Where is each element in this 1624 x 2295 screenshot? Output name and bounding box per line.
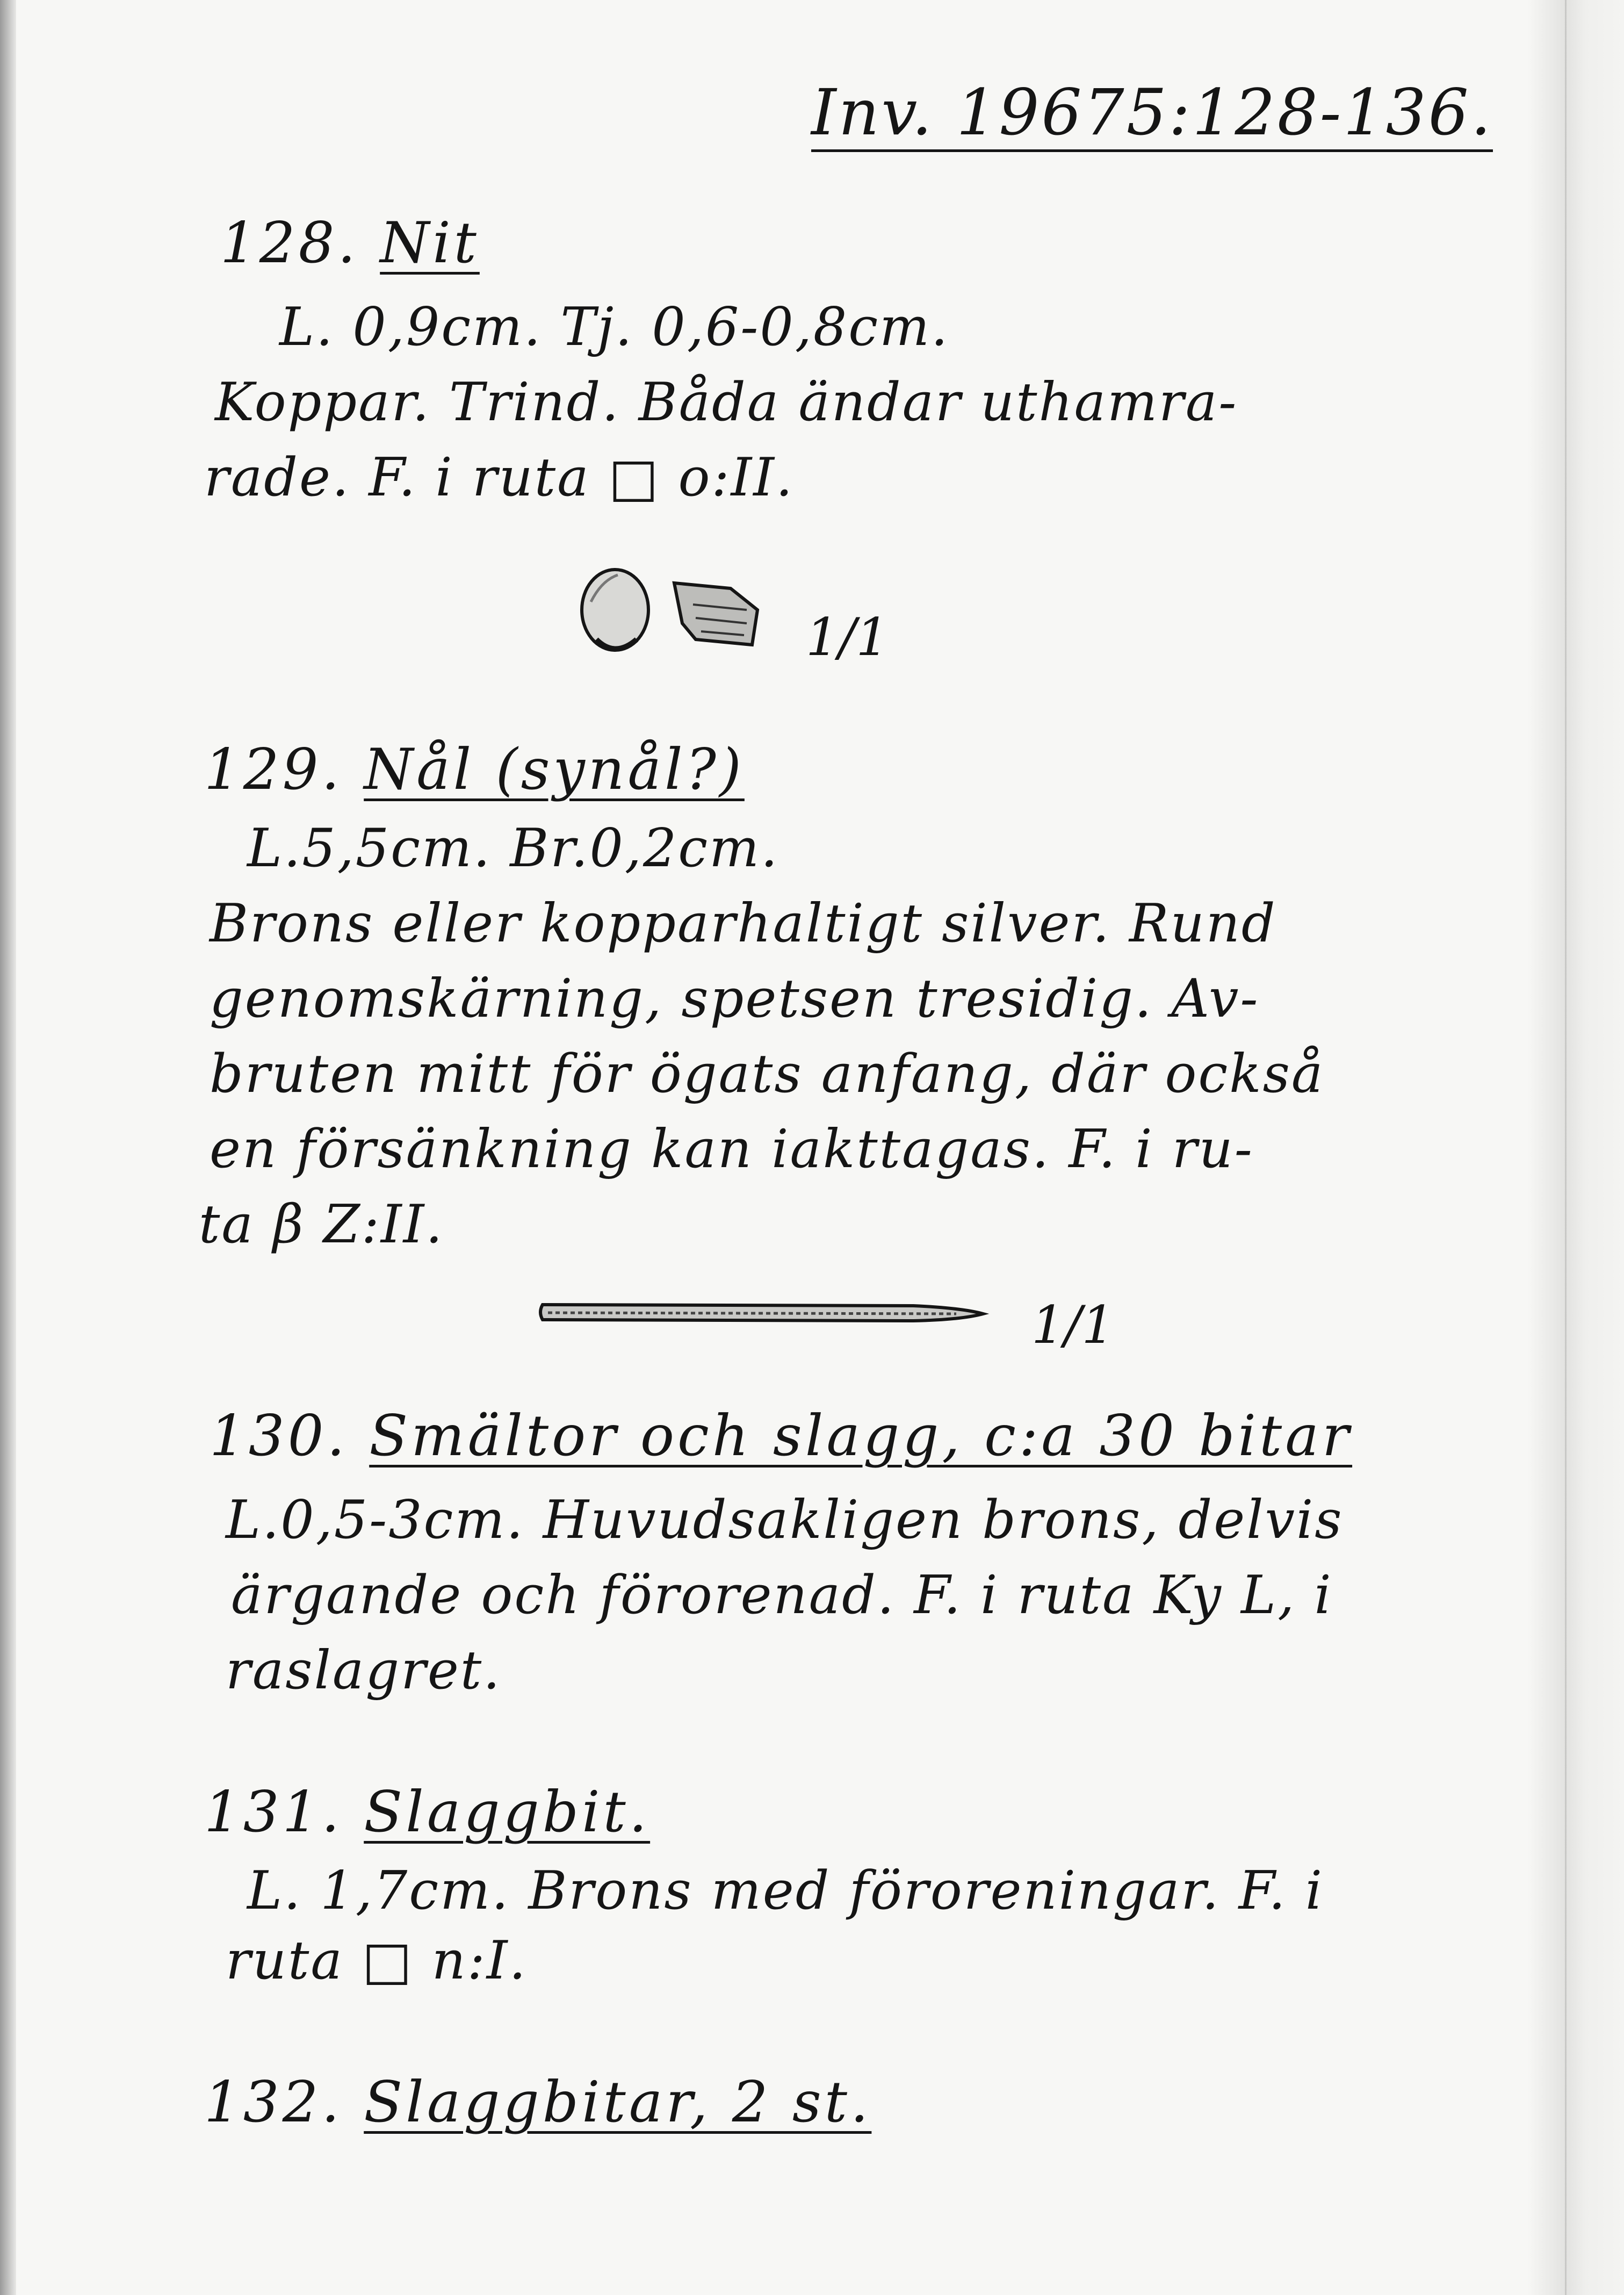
needle-sketch <box>537 1290 994 1327</box>
entry-128-scale: 1/1 <box>806 607 889 667</box>
entry-128-line-2: Koppar. Trind. Båda ändar uthamra- <box>215 372 1238 433</box>
entry-128-heading <box>220 210 480 276</box>
entry-129-line-5: en försänkning kan iakttagas. F. i ru- <box>210 1119 1254 1180</box>
entry-130-line-1: L.0,5-3cm. Huvudsakligen brons, delvis <box>226 1490 1344 1551</box>
inventory-number: Inv. 19675:128-136. <box>811 81 1493 152</box>
entry-129-line-4: bruten mitt för ögats anfang, där också <box>210 1044 1325 1105</box>
entry-131-title: Slaggbit. <box>364 1779 651 1845</box>
entry-132-heading <box>204 2069 872 2135</box>
entry-129-number: 129. <box>204 737 343 802</box>
entry-131-line-2: ruta □ n:I. <box>226 1930 528 1991</box>
entry-130-line-2: ärgande och förorenad. F. i ruta Ky L, i <box>231 1565 1333 1626</box>
entry-129-title: Nål (synål?) <box>364 737 745 802</box>
rivet-sketch <box>575 559 768 666</box>
entry-132-number: 132. <box>204 2069 343 2135</box>
entry-132-title: Slaggbitar, 2 st. <box>364 2069 872 2135</box>
entry-129-heading <box>204 737 745 802</box>
entry-130-heading <box>210 1403 1353 1469</box>
entry-128-line-3: rade. F. i ruta □ o:II. <box>204 447 795 508</box>
entry-129-scale: 1/1 <box>1031 1295 1115 1355</box>
page-binding-edge <box>1527 0 1624 2295</box>
entry-129-line-2: Brons eller kopparhaltigt silver. Rund <box>210 893 1277 954</box>
page-shadow-left <box>0 0 16 2295</box>
entry-130-number: 130. <box>210 1403 348 1469</box>
entry-129-line-3: genomskärning, spetsen tresidig. Av- <box>210 968 1260 1030</box>
rivet-side-sketch <box>674 583 757 645</box>
entry-131-number: 131. <box>204 1779 343 1845</box>
entry-131-line-1: L. 1,7cm. Brons med föroreningar. F. i <box>247 1860 1324 1922</box>
entry-130-title: Smältor och slagg, c:a 30 bitar <box>369 1403 1353 1469</box>
entry-128-title: Nit <box>380 210 480 276</box>
entry-129-line-1: L.5,5cm. Br.0,2cm. <box>247 818 779 879</box>
entry-131-heading <box>204 1779 651 1845</box>
rivet-head-sketch <box>582 570 648 650</box>
entry-128-number: 128. <box>220 210 359 276</box>
entry-128-line-1: L. 0,9cm. Tj. 0,6-0,8cm. <box>279 297 950 358</box>
entry-129-line-6: ta β Z:II. <box>199 1194 444 1255</box>
entry-130-line-3: raslagret. <box>226 1640 502 1701</box>
